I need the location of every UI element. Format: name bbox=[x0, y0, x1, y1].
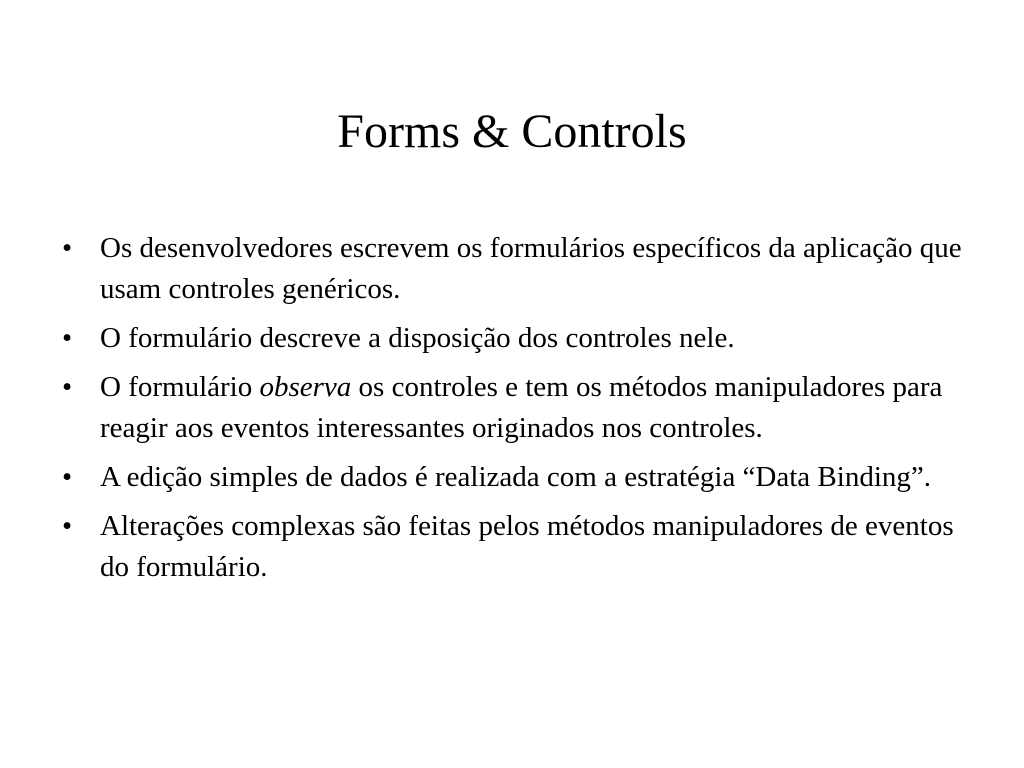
bullet-text-start: O formulário bbox=[100, 371, 260, 403]
bullet-item bbox=[62, 228, 982, 310]
bullet-icon: • bbox=[62, 510, 73, 542]
bullet-item bbox=[62, 318, 982, 359]
slide-title: Forms & Controls bbox=[337, 105, 687, 158]
bullet-icon: • bbox=[62, 461, 73, 493]
bullet-list bbox=[62, 228, 982, 596]
bullet-text bbox=[100, 371, 942, 444]
bullet-item bbox=[62, 367, 982, 449]
emphasized-word: observa bbox=[259, 371, 352, 403]
bullet-text: Alterações complexas são feitas pelos métodos manipuladores de eventos do formulário. bbox=[100, 510, 954, 583]
bullet-item bbox=[62, 506, 982, 588]
bullet-text: A edição simples de dados é realizada com a estratégia “Data Binding”. bbox=[100, 461, 932, 493]
bullet-icon: • bbox=[62, 371, 73, 403]
bullet-text: O formulário descreve a disposição dos controles nele. bbox=[100, 322, 735, 354]
bullet-icon: • bbox=[62, 322, 73, 354]
bullet-item bbox=[62, 457, 982, 498]
bullet-icon: • bbox=[62, 232, 73, 264]
bullet-text: Os desenvolvedores escrevem os formulários específicos da aplicação que usam controles genéricos. bbox=[100, 232, 962, 305]
bullet-text-end: os controles e tem os métodos manipuladores para reagir aos eventos interessantes originados nos controles. bbox=[100, 371, 943, 444]
